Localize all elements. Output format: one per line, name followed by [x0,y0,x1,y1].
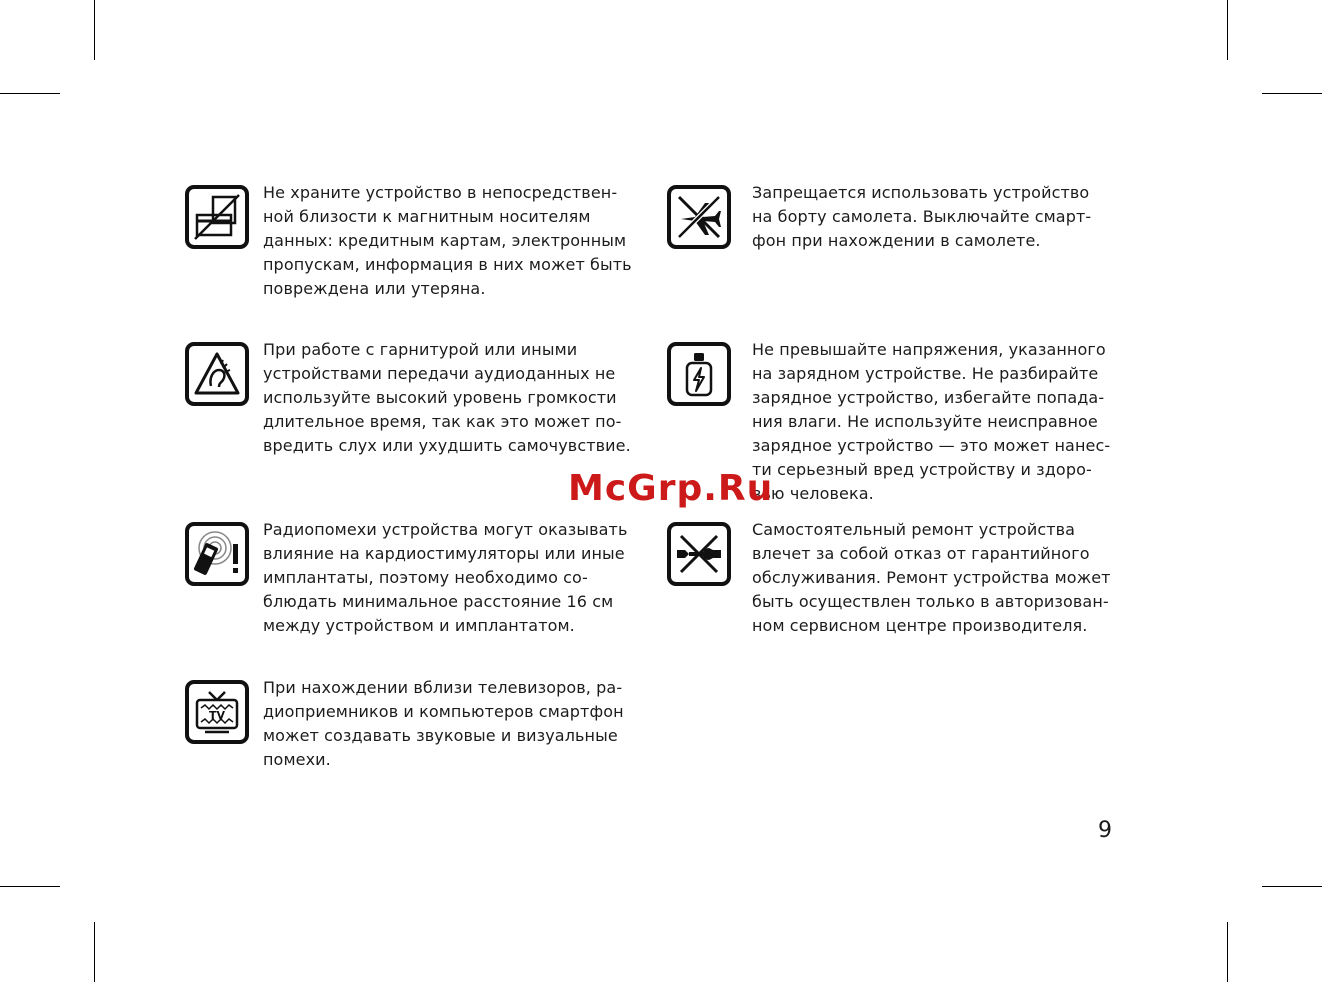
crop-mark [0,886,60,887]
crop-mark [1227,0,1228,60]
magnetic-card-prohibited-icon [185,185,249,249]
repair-prohibited-icon [667,522,731,586]
radio-interference-pacemaker-icon [185,522,249,586]
crop-mark [94,0,95,60]
airplane-prohibited-icon [667,185,731,249]
safety-text: Не превышайте напряжения, указанного на зарядном устройстве. Не разбирайте зарядное устройство, избегайте попада- ния влаги. Не используйте неисправное зарядное устройство — это может нанес- ти серьезный вред устройству и здоро- вью человека. [752,340,1111,503]
crop-mark [1262,886,1322,887]
crop-mark [94,922,95,982]
crop-mark [1227,922,1228,982]
crop-mark [1262,93,1322,94]
charger-voltage-icon [667,342,731,406]
safety-text: При работе с гарнитурой или иными устройствами передачи аудиоданных не используйте высокий уровень громкости длительное время, так как это может по- вредить слух или ухудшить самочувствие. [263,340,631,455]
svg-text:TV: TV [208,709,226,722]
crop-mark [0,93,60,94]
hearing-warning-icon [185,342,249,406]
safety-text: Запрещается использовать устройство на борту самолета. Выключайте смарт- фон при нахождении в самолете. [752,183,1092,250]
page-number: 9 [1098,818,1112,843]
tv-interference-icon [185,680,249,744]
safety-text: При нахождении вблизи телевизоров, ра- диоприемников и компьютеров смартфон может создавать звуковые и визуальные помехи. [263,678,624,769]
watermark: McGrp.Ru [568,468,774,509]
safety-text: Самостоятельный ремонт устройства влечет за собой отказ от гарантийного обслуживания. Ремонт устройства может быть осуществлен только в авторизован- ном сервисном центре производителя. [752,520,1111,635]
safety-text: Радиопомехи устройства могут оказывать влияние на кардиостимуляторы или иные имплантаты, поэтому необходимо со- блюдать минимальное расстояние 16 см между устройством и имплантатом. [263,520,628,635]
safety-text: Не храните устройство в непосредствен- ной близости к магнитным носителям данных: кредитным картам, электронным пропускам, информация в них может быть повреждена или утеряна. [263,183,632,298]
